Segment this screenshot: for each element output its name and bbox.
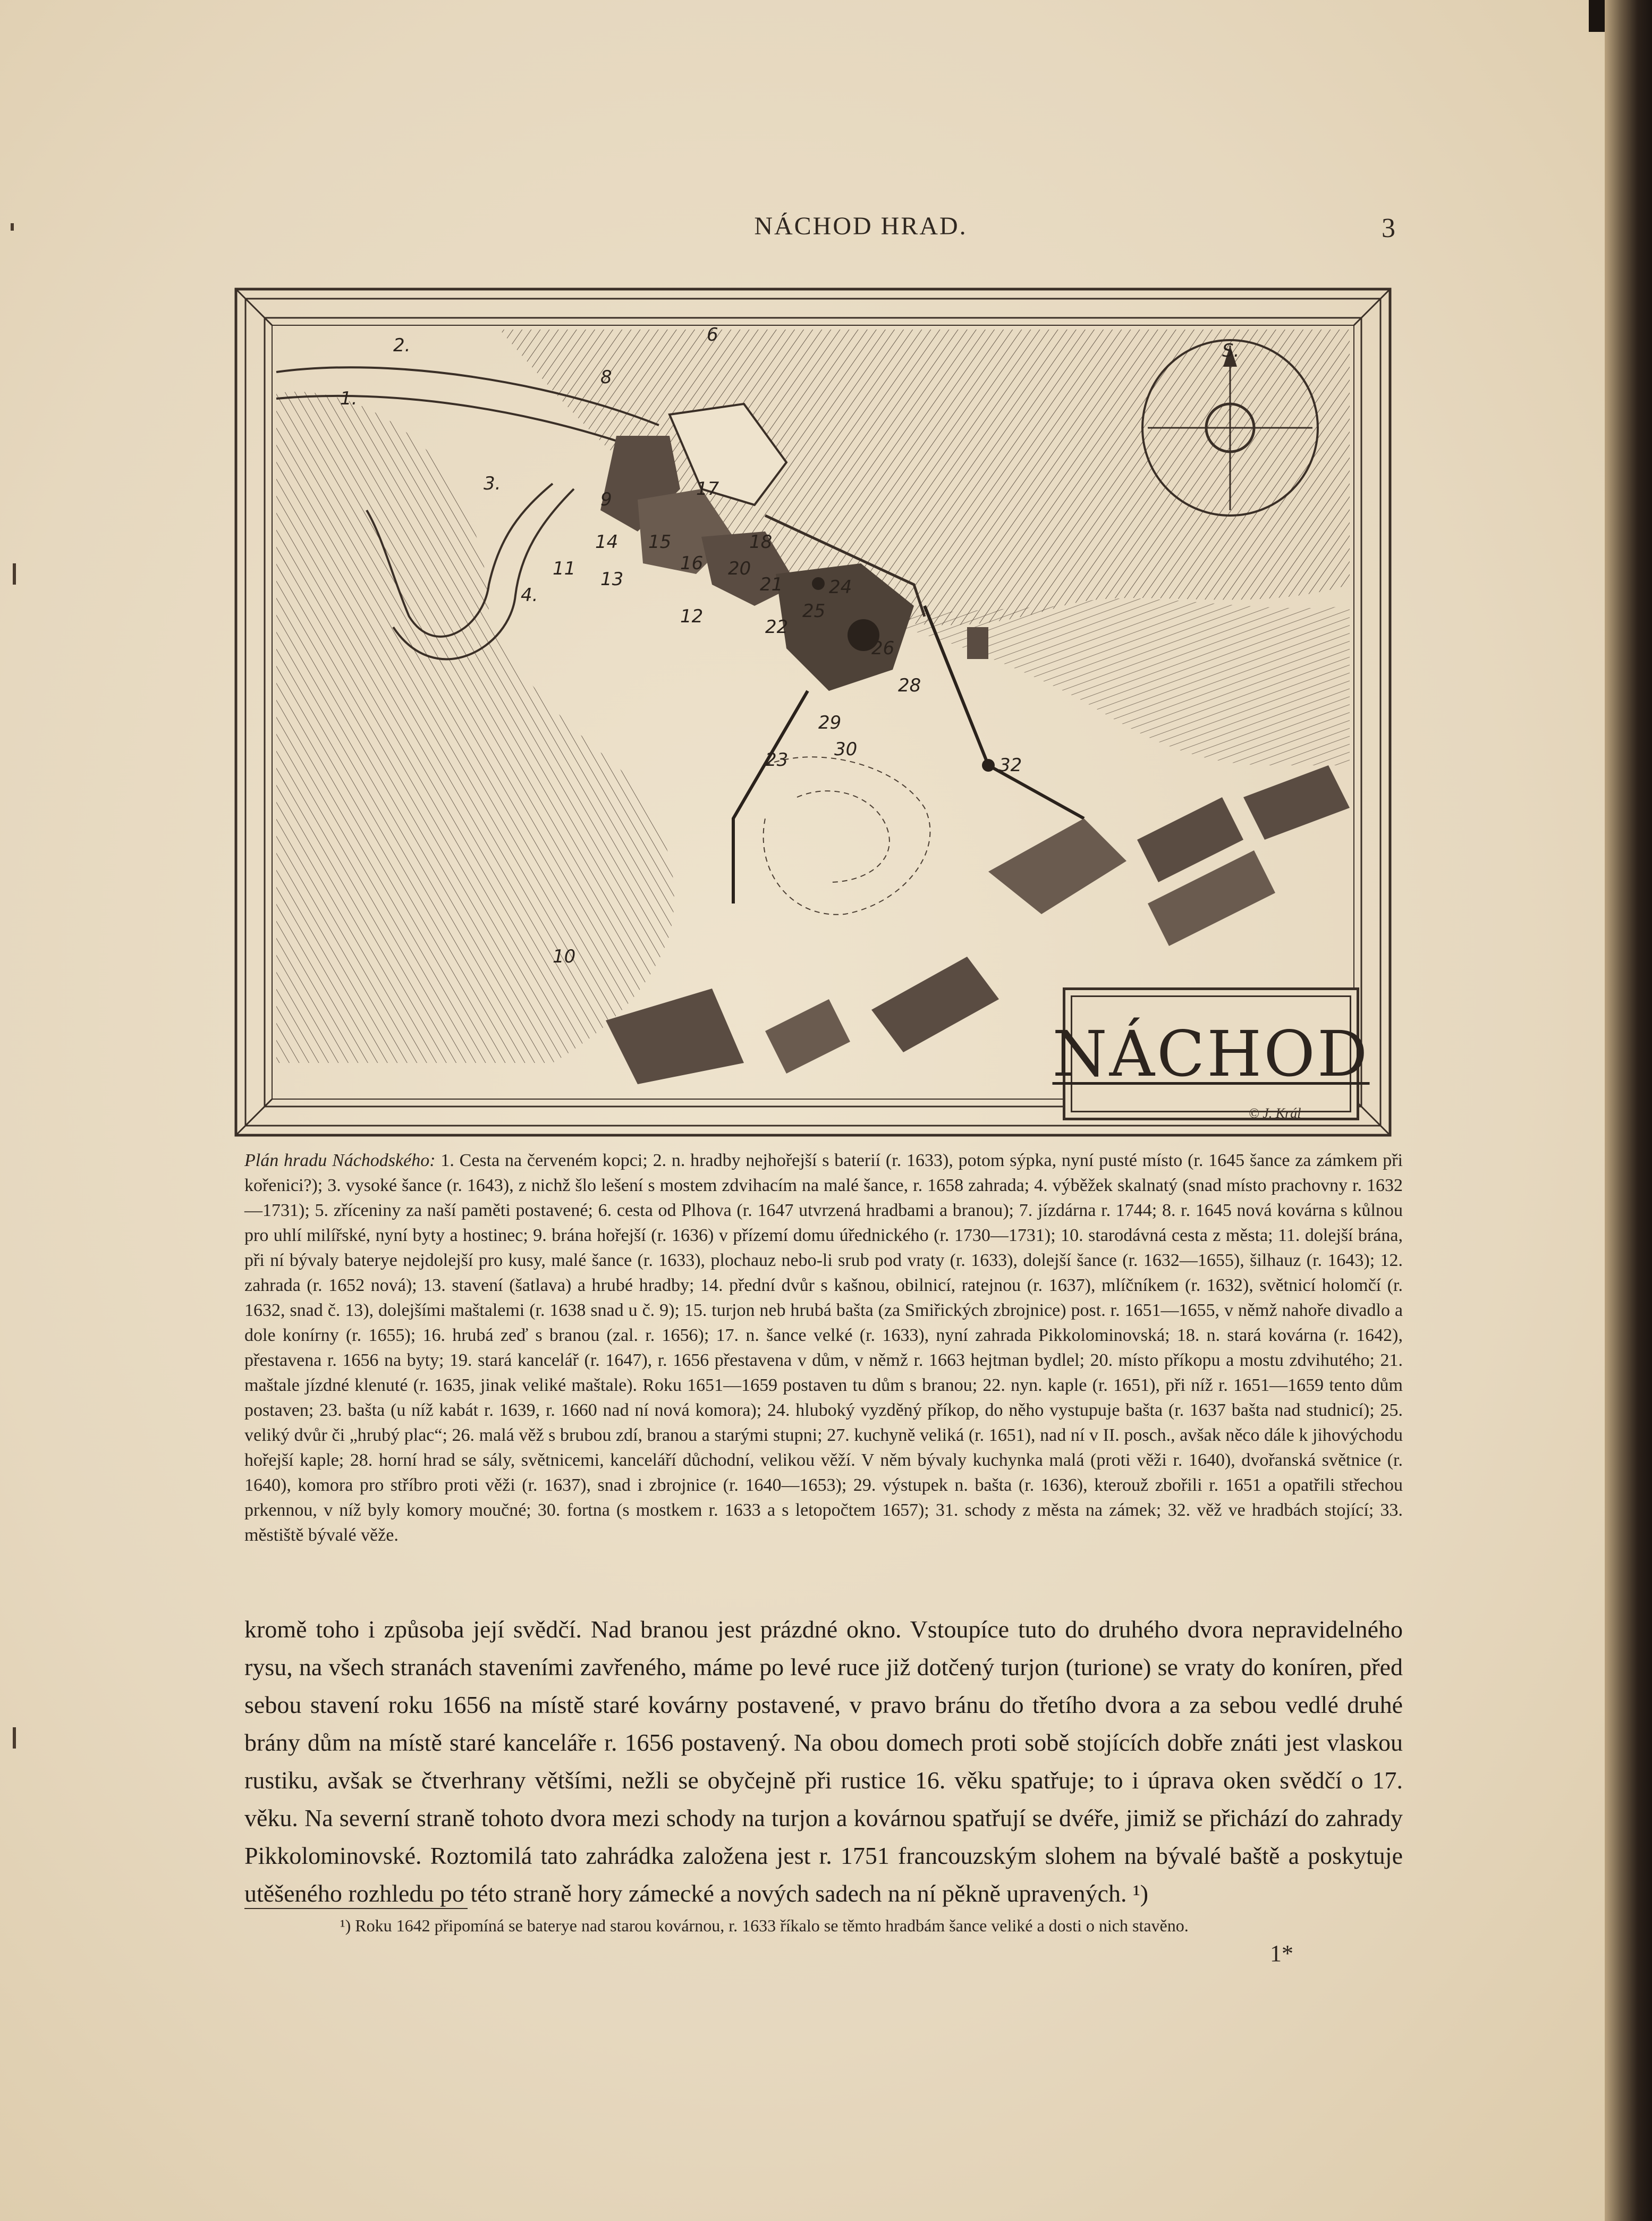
map-label-4: 4. xyxy=(521,585,538,606)
map-label-2: 2. xyxy=(393,335,411,356)
running-title: NÁCHOD HRAD. xyxy=(754,212,968,240)
map-label-21: 21 xyxy=(760,574,783,595)
signature-mark: 1* xyxy=(1270,1940,1293,1966)
compass-north-label: S. xyxy=(1222,340,1240,361)
body-paragraph: kromě toho i způsoba její svědčí. Nad branou jest prázdné okno. Vstoupíce tuto do druhého dvora nepravidelného rysu, na všech stranách staveními zavřeného, máme po levé ruce již dotčený turjon (turione) se vraty do koníren, před sebou stavení roku 1656 na místě staré kovárny postavené, v pravo bránu do třetího dvora a za sebou vedlé druhé brány dům na místě staré kanceláře r. 1656 postavený. Na obou domech proti sobě stojících dobře znáti jest vlaskou rustiku, avšak se čtverhrany většími, nežli se obyčejně při rustice 16. věku spatřuje; to i úprava oken svědčí o 17. věku. Na severní straně tohoto dvora mezi schody na turjon a kovárnou spatřují se dvéře, jimiž se přichází do zahrady Pikkolominovské. Roztomilá tato zahrádka založena jest r. 1751 francouzským slohem na bývalé baště a poskytuje utěšeného rozhledu po této straně hory zámecké a nových sadech na ní pěkně upravených. ¹) xyxy=(244,1616,1403,1907)
map-label-14: 14 xyxy=(595,531,619,553)
map-label-9: 9 xyxy=(600,489,612,510)
map-label-8: 8 xyxy=(600,367,612,388)
map-label-26: 26 xyxy=(871,638,895,659)
map-label-30: 30 xyxy=(834,739,858,760)
margin-mark xyxy=(13,563,16,585)
map-label-13: 13 xyxy=(600,569,624,590)
book-spine xyxy=(1605,0,1652,2221)
map-label-12: 12 xyxy=(680,606,704,627)
map-cartouche xyxy=(1052,987,1370,1120)
map-label-1: 1. xyxy=(340,388,358,409)
map-label-28: 28 xyxy=(898,675,921,696)
map-label-24: 24 xyxy=(829,577,852,598)
map-label-10: 10 xyxy=(553,946,576,967)
map-label-3: 3. xyxy=(484,473,501,494)
footnote-divider xyxy=(244,1908,468,1909)
map-label-29: 29 xyxy=(818,712,842,733)
footnote: ¹) Roku 1642 připomíná se baterye nad starou kovárnou, r. 1633 říkalo se těmto hradbám šance veliké a dosti o nich stavěno. xyxy=(340,1916,1189,1935)
map-label-32: 32 xyxy=(999,755,1022,776)
map-caption xyxy=(244,1148,1403,1548)
map-label-20: 20 xyxy=(728,558,751,579)
map-label-22: 22 xyxy=(765,617,789,638)
caption-lead: Plán hradu Náchodského: xyxy=(244,1151,436,1170)
map-label-18: 18 xyxy=(749,531,773,553)
page-number: 3 xyxy=(1382,213,1395,243)
map-label-15: 15 xyxy=(648,531,672,553)
margin-mark xyxy=(11,223,14,231)
map-title: NÁCHOD xyxy=(1052,1017,1370,1091)
map-signature: © J. Král xyxy=(1249,1105,1301,1121)
caption-text: 1. Cesta na červeném kopci; 2. n. hradby nejhořejší s baterií (r. 1633), potom sýpka, nyní pusté místo (r. 1645 šance za zámkem při kořenici?); 3. vysoké šance (r. 1643), z nichž šlo lešení s mostem zdvihacím na malé šance, r. 1658 zahrada; 4. výběžek skalnatý (snad místo prachovny r. 1632—1731); 5. zříceniny za naší paměti postavené; 6. cesta od Plhova (r. 1647 utvrzená hradbami a branou); 7. jízdárna r. 1744; 8. r. 1645 nová kovárna s kůlnou pro uhlí milířské, nyní byty a hostinec; 9. brána hořejší (r. 1636) v přízemí domu úřednického (r. 1730—1731); 10. starodávná cesta z města; 11. dolejší brána, při ní bývaly baterye nejdolejší pro kusy, malé šance (r. 1633), plochauz nebo-li srub pod vraty (r. 1633), dolejší šance (r. 1632—1655), šilhauz (r. 1643); 12. zahrada (r. 1652 nová); 13. stavení (šatlava) a hrubé hradby; 14. přední dvůr s kašnou, obilnicí, ratejnou (r. 1637), mlíčníkem (r. 1632), světnicí holomčí (r. 1632, snad č. 13), dolejšími maštalemi (r. 1638 snad u č. 9); 15. turjon neb hrubá bašta (za Smiřických zbrojnice) post. r. 1651—1655, v němž nahoře divadlo a dole konírny (r. 1655); 16. hrubá zeď s branou (zal. r. 1656); 17. n. šance velké (r. 1633), nyní zahrada Pikkolominovská; 18. n. stará kovárna (r. 1642), přestavena r. 1656 na byty; 19. stará kancelář (r. 1647), r. 1656 přestavena v dům, v němž r. 1663 hejtman bydlel; 20. místo příkopu a mostu zdvihutého; 21. maštale jízdné klenuté (r. 1635, jinak veliké maštale). Roku 1651—1659 postaven tu dům s branou; 22. nyn. kaple (r. 1651), při níž r. 1651—1659 tento dům postaven; 23. bašta (u níž kabát r. 1639, r. 1660 nad ní nová komora); 24. hluboký vyzděný příkop, do něho vystupuje bašta (r. 1637 bašta nad studnicí); 25. veliký dvůr či „hrubý plac“; 26. malá věž s brubou zdí, branou a starými stupni; 27. kuchyně veliká (r. 1651), nad ní v II. posch., avšak něco dále k jihovýchodu hořejší kaple; 28. horní hrad se sály, světnicemi, kanceláří důchodní, velikou věží. V něm bývaly kuchynka malá (proti věži r. 1640), dvořanská světnice (r. 1640), komora pro stříbro proti věži (r. 1637), snad i zbrojnice (r. 1640—1653); 29. výstupek n. bašta (r. 1636), kterouž zbořili r. 1651 a opatřili střechou prkennou, v níž byly komory moučné; 30. fortna (s mostkem r. 1633 a s letopočtem 1657); 31. schody z města na zámek; 32. věž ve hradbách stojící; 33. městiště bývalé věže. xyxy=(244,1151,1403,1545)
map-label-17: 17 xyxy=(696,478,719,500)
map-label-16: 16 xyxy=(680,553,704,574)
map-label-6: 6 xyxy=(707,324,718,345)
margin-mark xyxy=(13,1727,16,1749)
map-label-25: 25 xyxy=(802,601,826,622)
map-label-11: 11 xyxy=(553,558,576,579)
map-label-23: 23 xyxy=(765,749,789,771)
